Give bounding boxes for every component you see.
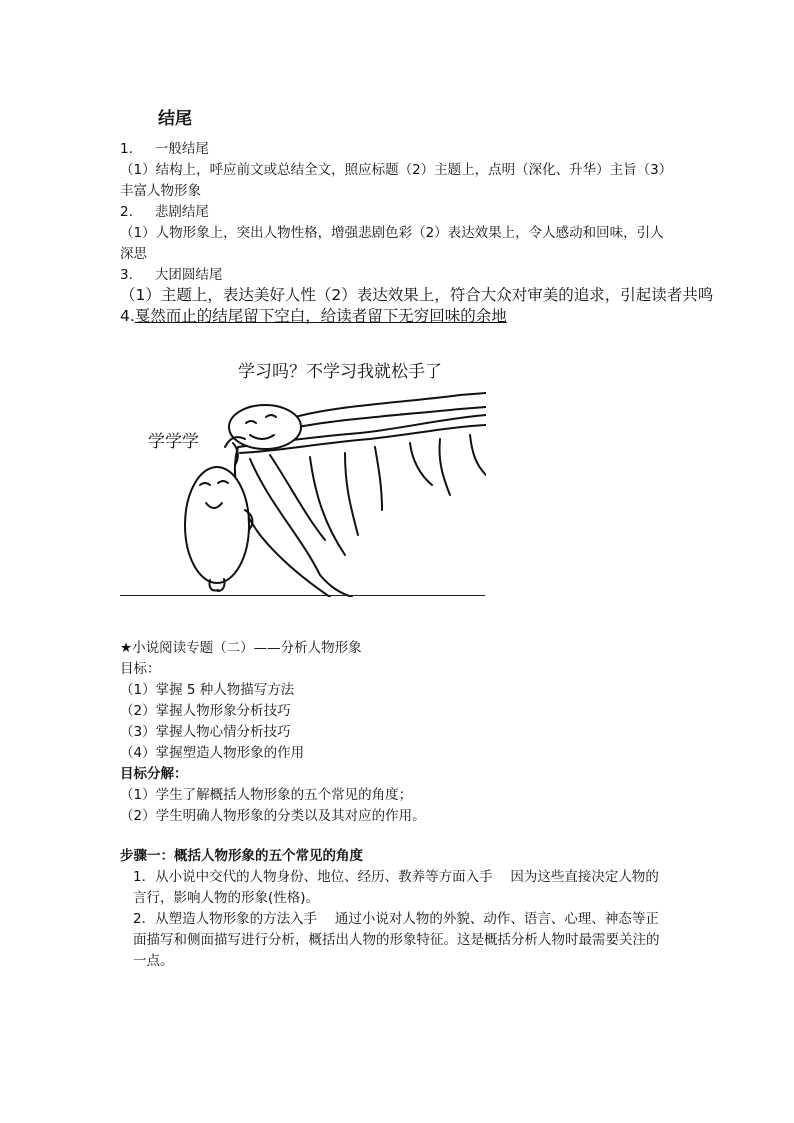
paragraph-line: （1）主题上，表达美好人性（2）表达效果上，符合大众对审美的追求，引起读者共鸣	[120, 286, 714, 304]
item-label: 一般结尾	[154, 141, 209, 157]
list-item	[120, 139, 209, 159]
goal-item: （1）掌握 5 种人物描写方法	[120, 682, 295, 698]
goals-label: 目标：	[120, 661, 161, 677]
section-heading: ★小说阅读专题（二）——分析人物形象	[120, 640, 362, 656]
paragraph-line: 2．从塑造人物形象的方法入手 通过小说对人物的外貌、动作、语言、心理、神态等正	[133, 911, 659, 927]
paragraph-line: 深思	[120, 246, 147, 262]
meme-illustration	[120, 335, 486, 597]
goal-item: （2）掌握人物形象分析技巧	[120, 703, 291, 719]
decomp-item: （1）学生了解概括人物形象的五个常见的角度；	[120, 787, 413, 803]
item-number: 2.	[120, 204, 133, 220]
list-item	[120, 202, 209, 222]
paragraph-line: （1）人物形象上，突出人物性格，增强悲剧色彩（2）表达效果上，令人感动和回味，引人	[120, 225, 664, 241]
goal-item: （3）掌握人物心情分析技巧	[120, 724, 291, 740]
paragraph-line: 丰富人物形象	[120, 183, 201, 199]
decomp-item: （2）学生明确人物形象的分类以及其对应的作用。	[120, 808, 426, 824]
paragraph-line: （1）结构上，呼应前文或总结全文，照应标题（2）主题上，点明（深化、升华）主旨（3）	[120, 162, 673, 178]
speech-text: 学习吗？不学习我就松手了	[238, 362, 442, 382]
item-number: 3.	[120, 267, 133, 283]
list-item	[120, 265, 222, 285]
reply-text: 学学学	[148, 432, 199, 452]
item-number: 4.	[120, 307, 135, 325]
item-label: 戛然而止的结尾留下空白，给读者留下无穷回味的余地	[134, 307, 507, 325]
paragraph-line: 一点。	[133, 953, 174, 969]
decomp-label: 目标分解：	[120, 766, 188, 782]
item-label: 悲剧结尾	[154, 204, 209, 220]
step-heading: 步骤一：概括人物形象的五个常见的角度	[120, 848, 363, 864]
list-item	[120, 306, 507, 326]
item-number: 1.	[120, 141, 133, 157]
divider	[120, 595, 485, 596]
goal-item: （4）掌握塑造人物形象的作用	[120, 745, 305, 761]
paragraph-line: 言行，影响人物的形象(性格)。	[133, 890, 320, 906]
paragraph-line: 面描写和侧面描写进行分析，概括出人物的形象特征。这是概括分析人物时最需要关注的	[133, 932, 660, 948]
paragraph-line: 1．从小说中交代的人物身份、地位、经历、教养等方面入手 因为这些直接决定人物的	[133, 869, 659, 885]
item-label: 大团圆结尾	[154, 267, 223, 283]
section-title: 结尾	[158, 109, 192, 129]
